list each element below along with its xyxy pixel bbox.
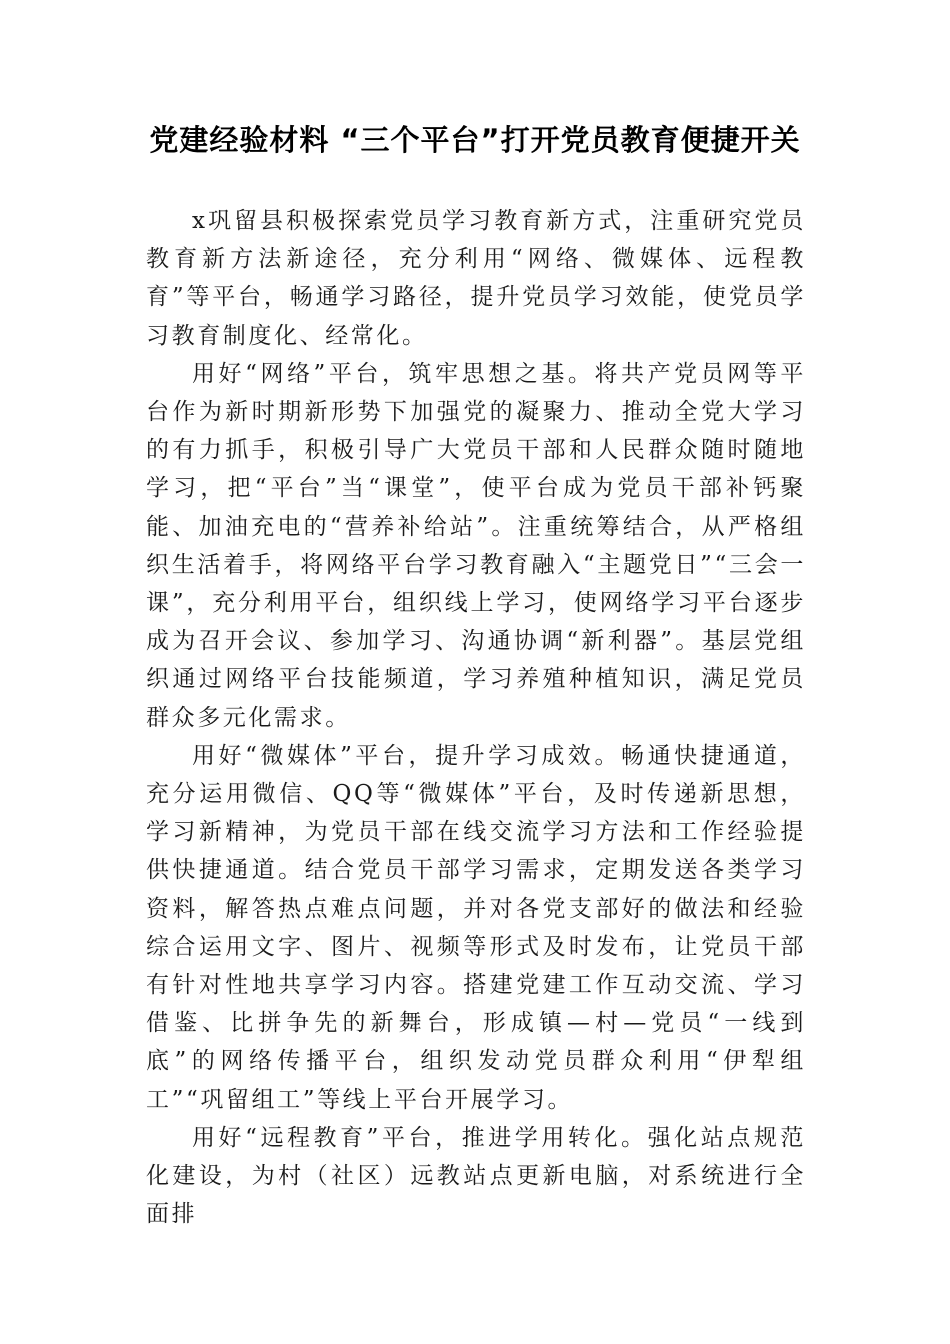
paragraph-micro-media-platform: 用好“微媒体”平台，提升学习成效。畅通快捷通道，充分运用微信、QQ等“微媒体”平台，及时传递新思想，学习新精神，为党员干部在线交流学习方法和工作经验提供快捷通道。结合党员干部学习需求，定期发送各类学习资料，解答热点难点问题，并对各党支部好的做法和经验综合运用文字、图片、视频等形式及时发布，让党员干部有针对性地共享学习内容。搭建党建工作互动交流、学习借鉴、比拼争先的新舞台，形成镇—村—党员“一线到底”的网络传播平台，组织发动党员群众利用“伊犁组工”“巩留组工”等线上平台开展学习。: [146, 742, 806, 1113]
document-title: 党建经验材料 “三个平台”打开党员教育便捷开关: [149, 123, 801, 157]
paragraph-remote-education-platform: 用好“远程教育”平台，推进学用转化。强化站点规范化建设，为村（社区）远教站点更新电脑，对系统进行全面排: [146, 1124, 806, 1228]
paragraph-network-platform: 用好“网络”平台，筑牢思想之基。将共产党员网等平台作为新时期新形势下加强党的凝聚力、推动全党大学习的有力抓手，积极引导广大党员干部和人民群众随时随地学习，把“平台”当“课堂”，使平台成为党员干部补钙聚能、加油充电的“营养补给站”。注重统筹结合，从严格组织生活着手，将网络平台学习教育融入“主题党日”“三会一课”，充分利用平台，组织线上学习，使网络学习平台逐步成为召开会议、参加学习、沟通协调“新利器”。基层党组织通过网络平台技能频道，学习养殖种植知识，满足党员群众多元化需求。: [146, 360, 806, 731]
document-body: [146, 202, 806, 1233]
paragraph-intro: x巩留县积极探索党员学习教育新方式，注重研究党员教育新方法新途径，充分利用“网络、微媒体、远程教育”等平台，畅通学习路径，提升党员学习效能，使党员学习教育制度化、经常化。: [146, 208, 806, 349]
